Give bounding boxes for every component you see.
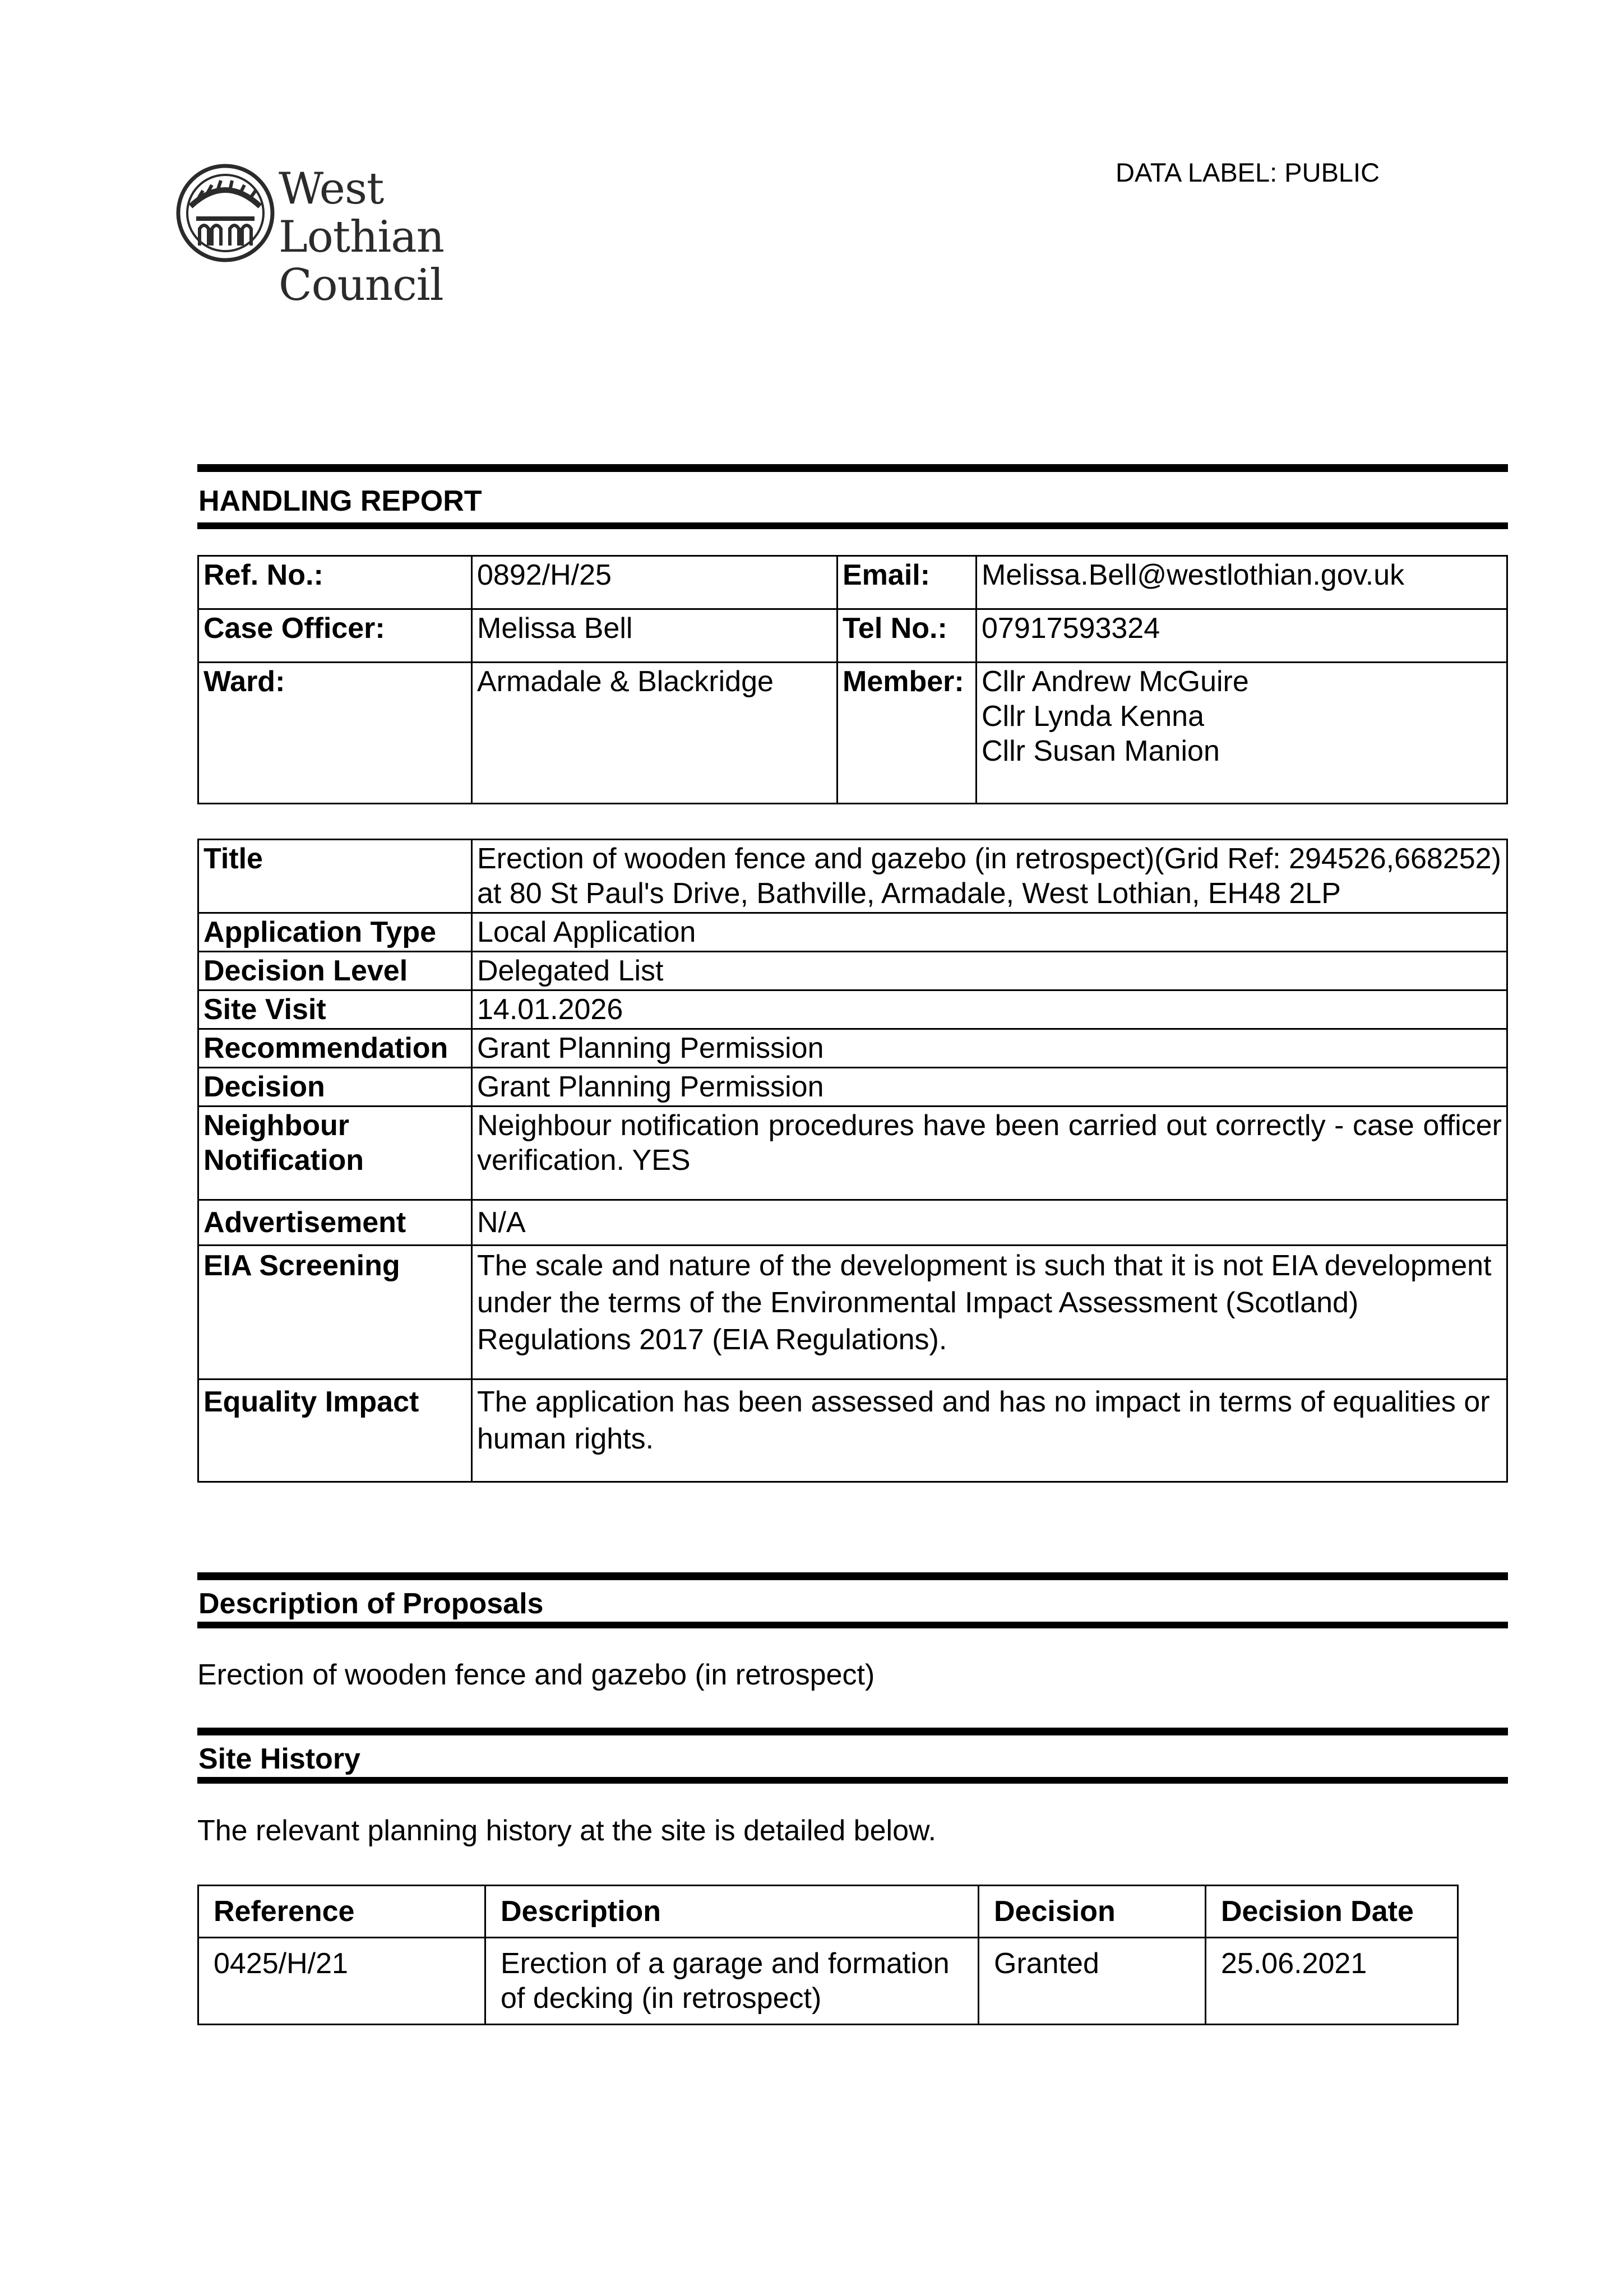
table-row: [198, 609, 1507, 663]
ref-value: 0892/H/25: [472, 556, 838, 609]
recommendation-label: Recommendation: [198, 1029, 472, 1068]
table-row: [198, 1200, 1507, 1246]
info-table: [197, 555, 1508, 804]
data-label: DATA LABEL: PUBLIC: [1116, 158, 1380, 187]
decision-label: Decision: [198, 1068, 472, 1107]
handling-report-heading-block: [197, 464, 1508, 529]
officer-value: Melissa Bell: [472, 609, 838, 663]
site-visit-value: 14.01.2026: [472, 990, 1507, 1029]
logo-line-2: Council: [279, 260, 443, 311]
divider: [197, 1728, 1508, 1735]
title-label: Title: [198, 840, 472, 913]
table-row: [198, 1029, 1507, 1068]
column-header-description: Description: [485, 1886, 979, 1938]
table-row: [198, 1246, 1507, 1380]
column-header-decision-date: Decision Date: [1206, 1886, 1458, 1938]
app-type-value: Local Application: [472, 913, 1507, 952]
history-description: Erection of a garage and formation of decking (in retrospect): [485, 1938, 979, 2025]
decision-level-value: Delegated List: [472, 952, 1507, 990]
eia-value: The scale and nature of the development is such that it is not EIA development under the terms of the Environmental Impact Assessment (Scotland) Regulations 2017 (EIA Regulations).: [472, 1246, 1507, 1380]
table-row: [198, 663, 1507, 804]
member-list: [977, 663, 1507, 804]
table-row: [198, 990, 1507, 1029]
details-table: [197, 839, 1508, 1483]
neighbour-value: Neighbour notification procedures have been carried out correctly - case officer verification. YES: [472, 1107, 1507, 1200]
council-logo: [175, 163, 556, 311]
column-header-reference: Reference: [198, 1886, 485, 1938]
member-name: Cllr Lynda Kenna: [982, 700, 1204, 733]
history-reference: 0425/H/21: [198, 1938, 485, 2025]
description-heading: Description of Proposals: [198, 1587, 544, 1620]
table-row: [198, 1938, 1458, 2025]
decision-level-label: Decision Level: [198, 952, 472, 990]
divider: [197, 1777, 1508, 1784]
logo-wordmark: [279, 165, 556, 309]
divider: [197, 522, 1508, 529]
logo-line-1: West Lothian: [279, 164, 445, 262]
history-decision: Granted: [979, 1938, 1206, 2025]
history-decision-date: 25.06.2021: [1206, 1938, 1458, 2025]
divider: [197, 1622, 1508, 1628]
member-name: Cllr Susan Manion: [982, 735, 1220, 767]
site-visit-label: Site Visit: [198, 990, 472, 1029]
ward-label: Ward:: [198, 663, 472, 804]
table-row: [198, 1107, 1507, 1200]
divider: [197, 464, 1508, 472]
neighbour-label: Neighbour Notification: [198, 1107, 472, 1200]
table-header-row: [198, 1886, 1458, 1938]
app-type-label: Application Type: [198, 913, 472, 952]
eia-label: EIA Screening: [198, 1246, 472, 1380]
title-value: Erection of wooden fence and gazebo (in retrospect)(Grid Ref: 294526,668252) at 80 St Paul's Drive, Bathville, Armadale, West Lothian, EH48 2LP: [472, 840, 1507, 913]
email-label: Email:: [838, 556, 977, 609]
description-text: Erection of wooden fence and gazebo (in retrospect): [197, 1659, 875, 1691]
divider: [197, 1572, 1508, 1580]
email-value: Melissa.Bell@westlothian.gov.uk: [977, 556, 1507, 609]
advert-label: Advertisement: [198, 1200, 472, 1246]
advert-value: N/A: [472, 1200, 1507, 1246]
council-crest-icon: [175, 163, 276, 263]
site-history-heading: Site History: [198, 1743, 360, 1775]
member-label: Member:: [838, 663, 977, 804]
decision-value: Grant Planning Permission: [472, 1068, 1507, 1107]
ref-label: Ref. No.:: [198, 556, 472, 609]
tel-label: Tel No.:: [838, 609, 977, 663]
table-row: [198, 1068, 1507, 1107]
page-title: HANDLING REPORT: [198, 485, 482, 517]
column-header-decision: Decision: [979, 1886, 1206, 1938]
site-history-table: [197, 1885, 1459, 2025]
officer-label: Case Officer:: [198, 609, 472, 663]
table-row: [198, 913, 1507, 952]
description-heading-block: [197, 1572, 1508, 1628]
table-row: [198, 952, 1507, 990]
site-history-heading-block: [197, 1728, 1508, 1784]
recommendation-value: Grant Planning Permission: [472, 1029, 1507, 1068]
equality-value: The application has been assessed and has no impact in terms of equalities or human rights.: [472, 1380, 1507, 1482]
ward-value: Armadale & Blackridge: [472, 663, 838, 804]
table-row: [198, 1380, 1507, 1482]
member-name: Cllr Andrew McGuire: [982, 665, 1249, 698]
table-row: [198, 556, 1507, 609]
site-history-intro: The relevant planning history at the site is detailed below.: [197, 1814, 937, 1847]
equality-label: Equality Impact: [198, 1380, 472, 1482]
tel-value: 07917593324: [977, 609, 1507, 663]
table-row: [198, 840, 1507, 913]
